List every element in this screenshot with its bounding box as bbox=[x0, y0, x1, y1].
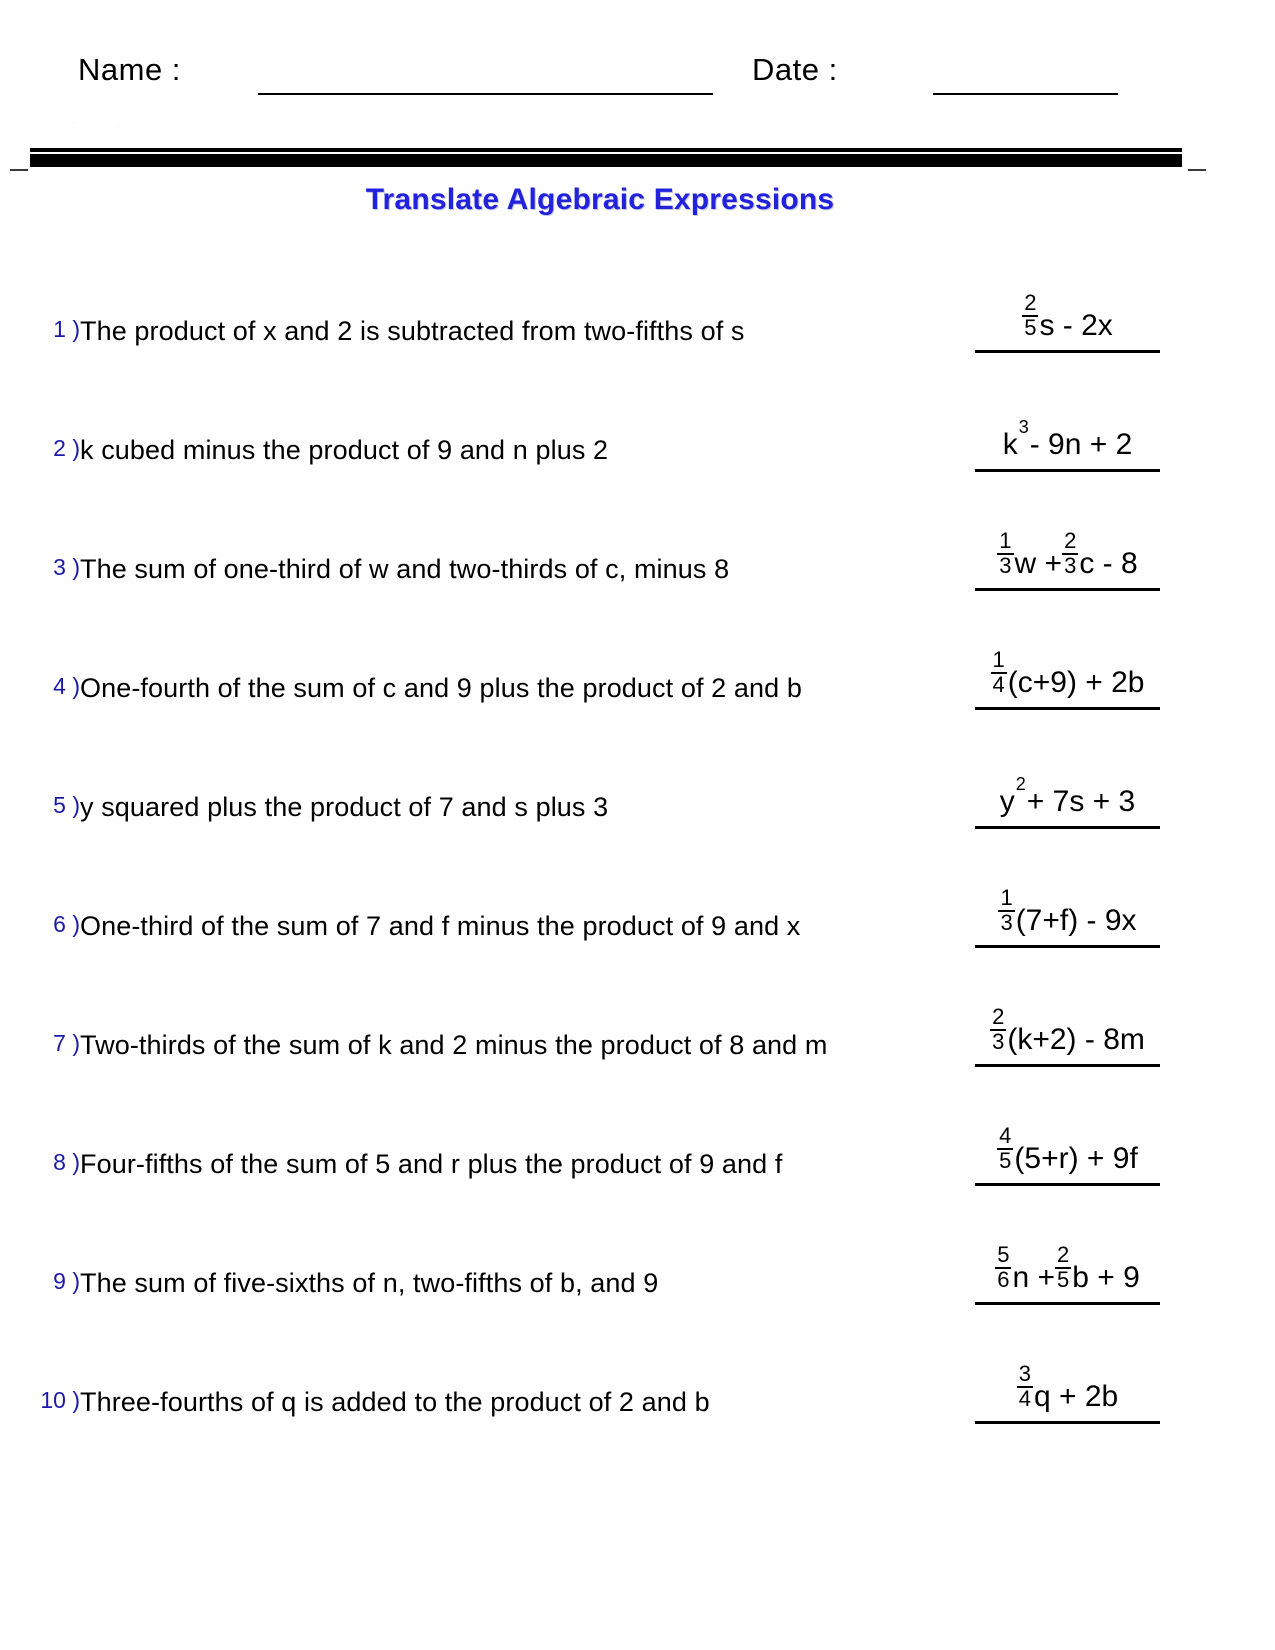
fraction-denominator: 5 bbox=[1056, 1267, 1070, 1292]
answer-expression bbox=[997, 1125, 1138, 1183]
answer-line[interactable] bbox=[975, 292, 1160, 353]
answer-expression bbox=[995, 1244, 1140, 1302]
answer-line[interactable] bbox=[975, 649, 1160, 710]
fraction bbox=[995, 1244, 1011, 1291]
page-title: Translate Algebraic Expressions bbox=[365, 183, 835, 216]
problem-row bbox=[0, 1309, 1275, 1428]
fraction bbox=[1022, 292, 1038, 339]
fraction-numerator: 2 bbox=[1064, 528, 1077, 554]
fraction bbox=[997, 530, 1013, 577]
problem-number-box bbox=[0, 1190, 80, 1309]
date-label: Date : bbox=[752, 52, 838, 87]
answer-expression bbox=[997, 530, 1137, 588]
answer-line[interactable] bbox=[975, 1006, 1160, 1067]
fraction-numerator: 2 bbox=[992, 1004, 1005, 1030]
answer-rest: b + 9 bbox=[1072, 1261, 1140, 1294]
answer-expression bbox=[991, 649, 1145, 707]
answer-rest: (c+9) + 2b bbox=[1007, 666, 1145, 699]
problem-text: One-third of the sum of 7 and f minus the product of 9 and x bbox=[80, 911, 801, 941]
problem-list bbox=[0, 238, 1275, 1428]
problem-text: The sum of one-third of w and two-thirds of c, minus 8 bbox=[80, 554, 730, 584]
divider-tick-right bbox=[1188, 169, 1206, 171]
fraction-numerator: 2 bbox=[1056, 1242, 1070, 1268]
problem-number-box bbox=[0, 714, 80, 833]
problem-number-box bbox=[0, 595, 80, 714]
fraction bbox=[1055, 1244, 1071, 1291]
answer-line[interactable] bbox=[975, 1363, 1160, 1424]
problem-number: 1 ) bbox=[53, 316, 80, 342]
fraction-denominator: 5 bbox=[999, 1148, 1012, 1173]
fraction bbox=[1017, 1363, 1033, 1410]
problem-number: 10 ) bbox=[40, 1387, 80, 1413]
problem-text: Three-fourths of q is added to the product of 2 and b bbox=[80, 1387, 710, 1417]
problem-text: y squared plus the product of 7 and s plus 3 bbox=[80, 792, 609, 822]
problem-number-box bbox=[0, 357, 80, 476]
fraction-denominator: 3 bbox=[992, 1029, 1005, 1054]
problem-number: 9 ) bbox=[53, 1268, 80, 1294]
answer-expression bbox=[999, 774, 1136, 826]
answer-line[interactable] bbox=[975, 411, 1160, 472]
answer-line[interactable] bbox=[975, 530, 1160, 591]
faint-score-mark: Score : bbox=[70, 119, 139, 136]
answer-rest: + 7s + 3 bbox=[1026, 785, 1136, 818]
fraction bbox=[991, 649, 1007, 696]
answer-expression bbox=[990, 1006, 1145, 1064]
answer-exponent: 2 bbox=[1015, 774, 1026, 794]
problem-row bbox=[0, 1190, 1275, 1309]
divider-thick-bar bbox=[30, 154, 1182, 167]
problem-number: 6 ) bbox=[53, 911, 80, 937]
fraction-numerator: 3 bbox=[1018, 1361, 1031, 1387]
fraction-numerator: 1 bbox=[992, 647, 1005, 673]
problem-number: 5 ) bbox=[53, 792, 80, 818]
fraction-numerator: 1 bbox=[1000, 885, 1013, 911]
fraction-denominator: 3 bbox=[1000, 910, 1013, 935]
answer-expression bbox=[1017, 1363, 1119, 1421]
problem-text: The product of x and 2 is subtracted from two-fifths of s bbox=[80, 316, 745, 346]
answer-line[interactable] bbox=[975, 1125, 1160, 1186]
problem-row bbox=[0, 1071, 1275, 1190]
problem-number-box bbox=[0, 952, 80, 1071]
fraction bbox=[997, 1125, 1013, 1172]
date-input-line[interactable] bbox=[933, 93, 1118, 95]
fraction-numerator: 1 bbox=[999, 528, 1012, 554]
answer-rest: (5+r) + 9f bbox=[1014, 1142, 1138, 1175]
divider-tick-left bbox=[10, 169, 28, 171]
problem-number: 8 ) bbox=[53, 1149, 80, 1175]
fraction-numerator: 5 bbox=[997, 1242, 1010, 1268]
fraction-numerator: 4 bbox=[999, 1123, 1012, 1149]
fraction bbox=[998, 887, 1014, 934]
fraction-denominator: 4 bbox=[992, 672, 1005, 697]
problem-row bbox=[0, 476, 1275, 595]
problem-number: 2 ) bbox=[53, 435, 80, 461]
worksheet-header bbox=[0, 0, 1275, 150]
answer-rest: q + 2b bbox=[1034, 1380, 1119, 1413]
answer-mid: n + bbox=[1012, 1261, 1055, 1294]
answer-base: y bbox=[999, 785, 1015, 818]
problem-number-box bbox=[0, 476, 80, 595]
fraction-denominator: 6 bbox=[997, 1267, 1010, 1292]
problem-text: Two-thirds of the sum of k and 2 minus the product of 8 and m bbox=[80, 1030, 828, 1060]
answer-line[interactable] bbox=[975, 1244, 1160, 1305]
answer-exponent: 3 bbox=[1018, 417, 1029, 437]
name-label: Name : bbox=[78, 52, 181, 87]
fraction bbox=[1062, 530, 1078, 577]
answer-line[interactable] bbox=[975, 887, 1160, 948]
problem-number: 3 ) bbox=[53, 554, 80, 580]
problem-number-box bbox=[0, 833, 80, 952]
header-divider bbox=[0, 148, 1275, 178]
fraction bbox=[990, 1006, 1006, 1053]
answer-line[interactable] bbox=[975, 768, 1160, 829]
divider-thin-line bbox=[30, 148, 1182, 152]
fraction-denominator: 3 bbox=[999, 553, 1012, 578]
answer-expression bbox=[1022, 292, 1113, 350]
answer-rest: s - 2x bbox=[1039, 309, 1113, 342]
problem-text: One-fourth of the sum of c and 9 plus the product of 2 and b bbox=[80, 673, 802, 703]
answer-rest: (7+f) - 9x bbox=[1015, 904, 1137, 937]
problem-number: 7 ) bbox=[53, 1030, 80, 1056]
problem-row bbox=[0, 357, 1275, 476]
answer-mid: w + bbox=[1014, 547, 1063, 580]
problem-row bbox=[0, 833, 1275, 952]
name-input-line[interactable] bbox=[258, 93, 713, 95]
problem-number-box bbox=[0, 1309, 80, 1428]
problem-row bbox=[0, 714, 1275, 833]
fraction-denominator: 5 bbox=[1024, 315, 1037, 340]
problem-row bbox=[0, 952, 1275, 1071]
answer-rest: (k+2) - 8m bbox=[1007, 1023, 1145, 1056]
answer-rest: - 9n + 2 bbox=[1029, 428, 1133, 461]
problem-row bbox=[0, 595, 1275, 714]
answer-base: k bbox=[1002, 428, 1018, 461]
problem-text: k cubed minus the product of 9 and n plus 2 bbox=[80, 435, 609, 465]
problem-text: Four-fifths of the sum of 5 and r plus the product of 9 and f bbox=[80, 1149, 783, 1179]
answer-expression bbox=[1002, 417, 1133, 469]
fraction-denominator: 3 bbox=[1064, 553, 1077, 578]
answer-expression bbox=[998, 887, 1136, 945]
problem-row bbox=[0, 238, 1275, 357]
problem-number: 4 ) bbox=[53, 673, 80, 699]
fraction-numerator: 2 bbox=[1024, 290, 1037, 316]
problem-text: The sum of five-sixths of n, two-fifths of b, and 9 bbox=[80, 1268, 659, 1298]
answer-rest: c - 8 bbox=[1079, 547, 1138, 580]
fraction-denominator: 4 bbox=[1018, 1386, 1031, 1411]
problem-number-box bbox=[0, 238, 80, 357]
problem-number-box bbox=[0, 1071, 80, 1190]
